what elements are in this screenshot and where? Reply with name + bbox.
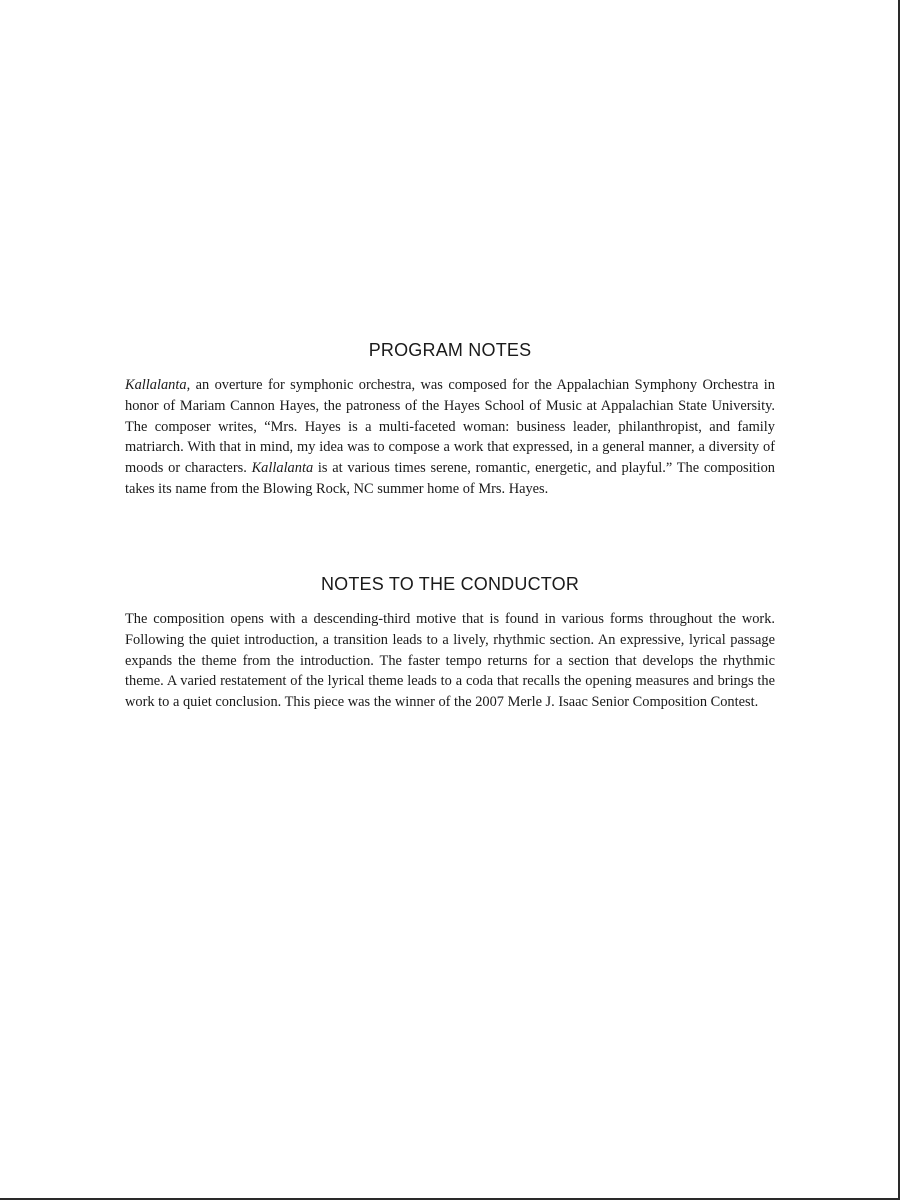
conductor-notes-section [125, 574, 775, 713]
work-title-italic: Kallalanta [251, 460, 314, 477]
work-title-italic: Kallalanta [125, 377, 187, 393]
program-notes-text-2: is at various times serene, romantic, energetic, and playful.” The composition takes its name from the Blowing Rock, NC summer home of Mrs. Hayes. [125, 460, 776, 497]
program-notes-heading: PROGRAM NOTES [368, 340, 532, 360]
conductor-notes-paragraph: The composition opens with a descending-third motive that is found in various forms throughout the work. Following the quiet introduction, a transition leads to a lively, rhythmic section. An expressive, lyrical passage expands the theme from the introduction. The faster tempo returns for a section that develops the rhythmic theme. A varied restatement of the lyrical theme leads to a coda that recalls the opening measures and brings the work to a quiet conclusion. This piece was the winner of the 2007 Merle J. Isaac Senior Composition Contest. [125, 611, 775, 711]
program-notes-text-1: , an overture for symphonic orchestra, was composed for the Appalachian Symphony Orchestra in honor of Mariam Cannon Hayes, the patroness of the Hayes School of Music at Appalachian State University. The composer writes, “Mrs. Hayes is a multi-faceted woman: business leader, philanthropist, and family matriarch. With that in mind, my idea was to compose a work that expressed, in a general manner, a diversity of moods or characters. [125, 377, 775, 477]
conductor-notes-heading: NOTES TO THE CONDUCTOR [320, 574, 580, 594]
program-notes-paragraph [125, 375, 775, 500]
program-notes-section [125, 340, 775, 500]
